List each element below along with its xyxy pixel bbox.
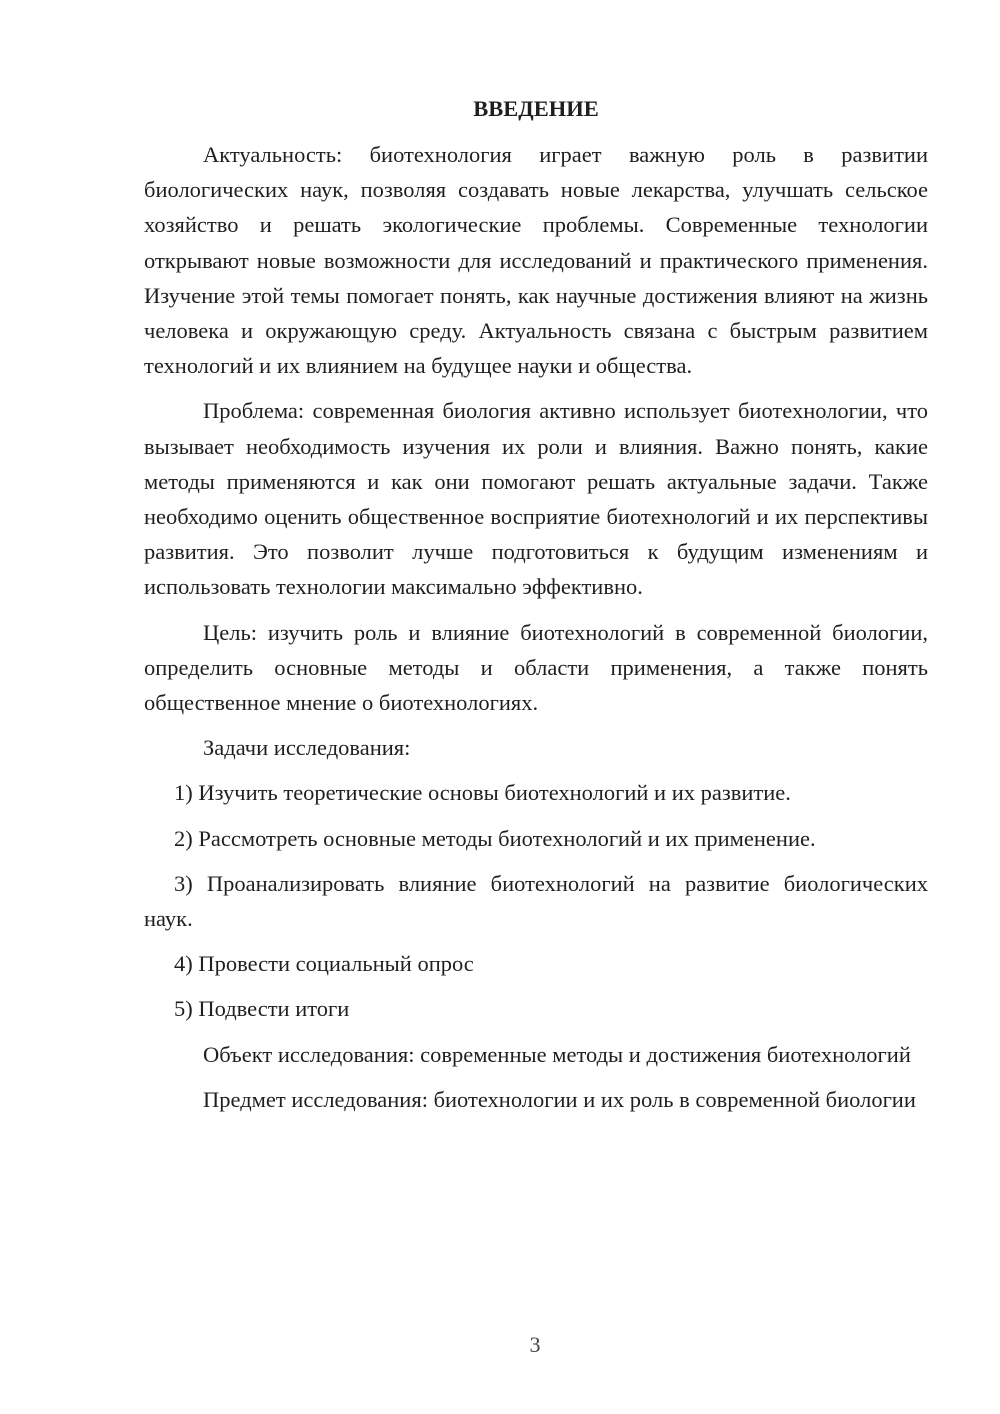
task-item-1: 1) Изучить теоретические основы биотехнологий и их развитие. xyxy=(174,780,791,806)
page-title: ВВЕДЕНИЕ xyxy=(473,96,599,121)
paragraph-subject: Предмет исследования: биотехнологии и их роль в современной биологии xyxy=(203,1086,916,1112)
tasks-heading: Задачи исследования: xyxy=(203,735,411,761)
task-item-3: 3) Проанализировать влияние биотехнологий на развитие биологических наук. xyxy=(144,870,928,932)
paragraph-problem: Проблема: современная биология активно использует биотехнологии, что вызывает необходимость изучения их роли и влияния. Важно понять, какие методы применяются и как они помогают решать актуальные задачи. Также необходимо оценить общественное восприятие биотехнологий и их перспективы развития. Это позволит лучше подготовиться к будущим изменениям и использовать технологии максимально эффективно. xyxy=(144,398,928,600)
document-body xyxy=(144,92,928,1127)
task-item-4: 4) Провести социальный опрос xyxy=(174,951,474,977)
task-item-5: 5) Подвести итоги xyxy=(174,996,350,1022)
paragraph-object: Объект исследования: современные методы и достижения биотехнологий xyxy=(203,1041,911,1067)
paragraph-relevance: Актуальность: биотехнология играет важную роль в развитии биологических наук, позволяя создавать новые лекарства, улучшать сельское хозяйство и решать экологические проблемы. Современные технологии открывают новые возможности для исследований и практического применения. Изучение этой темы помогает понять, как научные достижения влияют на жизнь человека и окружающую среду. Актуальность связана с быстрым развитием технологий и их влиянием на будущее науки и общества. xyxy=(144,142,928,379)
task-item-2: 2) Рассмотреть основные методы биотехнологий и их применение. xyxy=(174,825,816,851)
paragraph-goal: Цель: изучить роль и влияние биотехнологий в современной биологии, определить основные методы и области применения, а также понять общественное мнение о биотехнологиях. xyxy=(144,619,928,716)
page-number: 3 xyxy=(529,1332,541,1357)
